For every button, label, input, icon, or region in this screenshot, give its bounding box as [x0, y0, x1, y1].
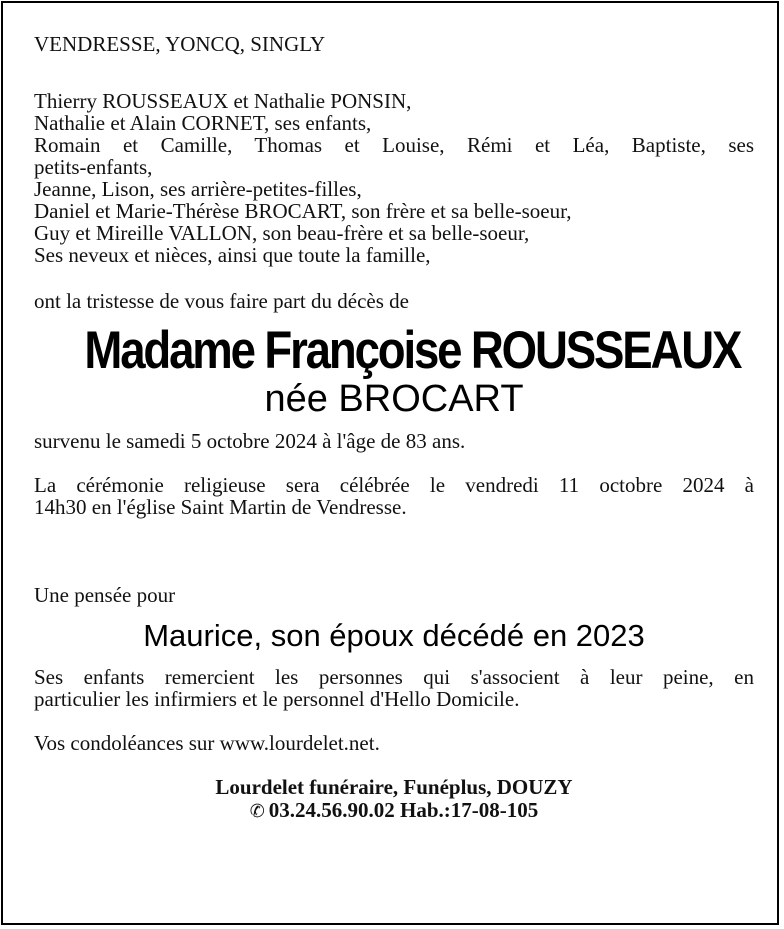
family-line: Thierry ROUSSEAUX et Nathalie PONSIN, — [34, 89, 412, 113]
phone-number: 03.24.56.90.02 Hab.:17-08-105 — [268, 798, 539, 822]
thanks-line: Ses enfants remercient les personnes qui s'associent à leur peine, en — [34, 665, 754, 689]
family-list — [34, 90, 754, 266]
family-line: Nathalie et Alain CORNET, ses enfants, — [34, 111, 372, 135]
ceremony-line: 14h30 en l'église Saint Martin de Vendresse. — [34, 495, 407, 519]
obituary-notice — [34, 33, 754, 823]
ceremony-info — [34, 474, 754, 518]
family-line: Romain et Camille, Thomas et Louise, Rémi et Léa, Baptiste, ses — [34, 133, 754, 157]
funeral-home-phone-line — [34, 799, 754, 823]
funeral-home-name: Lourdelet funéraire, Funéplus, DOUZY — [215, 775, 573, 799]
announcement-text: ont la tristesse de vous faire part du décès de — [34, 289, 409, 313]
death-info: survenu le samedi 5 octobre 2024 à l'âge de 83 ans. — [34, 429, 466, 453]
deceased-name: Madame Françoise ROUSSEAUX — [84, 321, 741, 380]
funeral-home-footer — [34, 776, 754, 823]
family-line: Guy et Mireille VALLON, son beau-frère et sa belle-soeur, — [34, 221, 530, 245]
condolences-link-text: Vos condoléances sur www.lourdelet.net. — [34, 731, 380, 755]
family-line: Ses neveux et nièces, ainsi que toute la famille, — [34, 243, 431, 267]
family-line: petits-enfants, — [34, 155, 153, 179]
spouse-tribute: Maurice, son époux décédé en 2023 — [143, 618, 645, 653]
thought-intro: Une pensée pour — [34, 583, 176, 607]
notice-frame — [1, 1, 779, 925]
maiden-name: née BROCART — [264, 378, 524, 420]
thanks-line: particulier les infirmiers et le personnel d'Hello Domicile. — [34, 687, 520, 711]
ceremony-line: La cérémonie religieuse sera célébrée le vendredi 11 octobre 2024 à — [34, 473, 754, 497]
phone-icon: ✆ — [249, 801, 265, 822]
family-line: Daniel et Marie-Thérèse BROCART, son frère et sa belle-soeur, — [34, 199, 572, 223]
family-line: Jeanne, Lison, ses arrière-petites-filles, — [34, 177, 362, 201]
villages-header: VENDRESSE, YONCQ, SINGLY — [34, 32, 326, 56]
thanks-message — [34, 666, 754, 710]
